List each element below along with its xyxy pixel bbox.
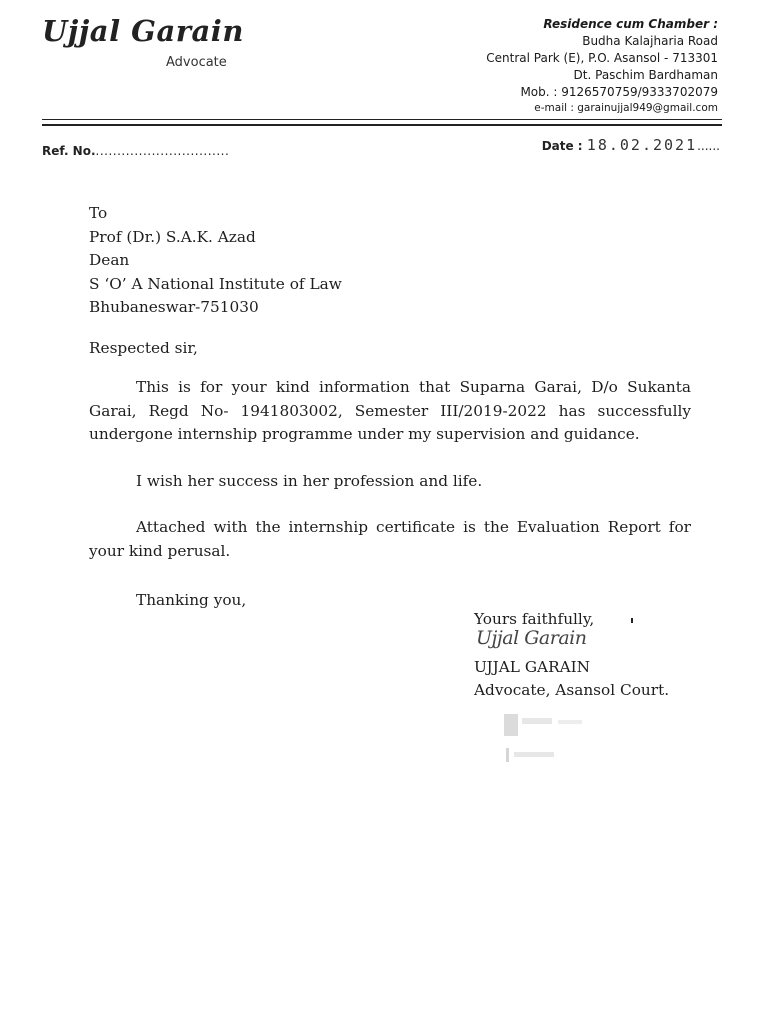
signatory-name: UJJAL GARAIN <box>474 657 591 676</box>
mobile-number: Mob. : 9126570759/9333702079 <box>520 85 718 99</box>
address-line-2: Central Park (E), P.O. Asansol - 713301 <box>486 51 718 65</box>
reference-number <box>42 144 229 158</box>
faded-stamp-icon <box>500 712 590 772</box>
letterhead-title: Advocate <box>166 55 227 70</box>
handwritten-signature: Ujjal Garain <box>476 627 587 649</box>
closing-block <box>474 608 669 703</box>
addressee-line-1: Prof (Dr.) S.A.K. Azad <box>89 227 256 246</box>
paragraph-wishes: I wish her success in her profession and life. <box>136 472 483 490</box>
paragraph-attachment: Attached with the internship certificate is the Evaluation Report for your kind perusal. <box>89 518 691 560</box>
date-label: Date : <box>541 139 583 153</box>
addressee-to: To <box>89 204 108 222</box>
addressee-line-3: S ‘O’ A National Institute of Law <box>89 274 342 293</box>
addressee-block <box>89 202 342 320</box>
signatory-designation: Advocate, Asansol Court. <box>474 681 670 699</box>
address-line-3: Dt. Paschim Bardhaman <box>573 68 718 82</box>
salutation: Respected sir, <box>89 339 198 357</box>
ref-dots: ............................... <box>95 144 230 158</box>
addressee-line-4: Bhubaneswar-751030 <box>89 298 259 316</box>
letter-date <box>542 136 720 154</box>
address-heading: Residence cum Chamber : <box>543 17 718 31</box>
valediction: Yours faithfully, <box>474 610 595 628</box>
paragraph-information: This is for your kind information that Suparna Garai, D/o Sukanta Garai, Regd No- 1941803002, Semester III/2019-2022 has successfully undergone internship programme under my supervision and guidance. <box>89 378 691 443</box>
letterhead-logo-name: Ujjal Garain <box>42 14 244 48</box>
header-rule-thin <box>42 119 722 120</box>
address-line-1: Budha Kalajharia Road <box>582 34 718 48</box>
date-value: 18.02.2021 <box>586 136 698 154</box>
addressee-line-2: Dean <box>89 251 130 269</box>
letterhead-address <box>486 16 718 115</box>
ink-mark <box>631 618 633 623</box>
email-address: e-mail : garainujjal949@gmail.com <box>534 102 718 114</box>
header-rule-thick <box>42 124 722 126</box>
date-dots: ...... <box>697 139 720 153</box>
thanking-line: Thanking you, <box>136 591 247 609</box>
ref-label: Ref. No. <box>42 144 96 158</box>
